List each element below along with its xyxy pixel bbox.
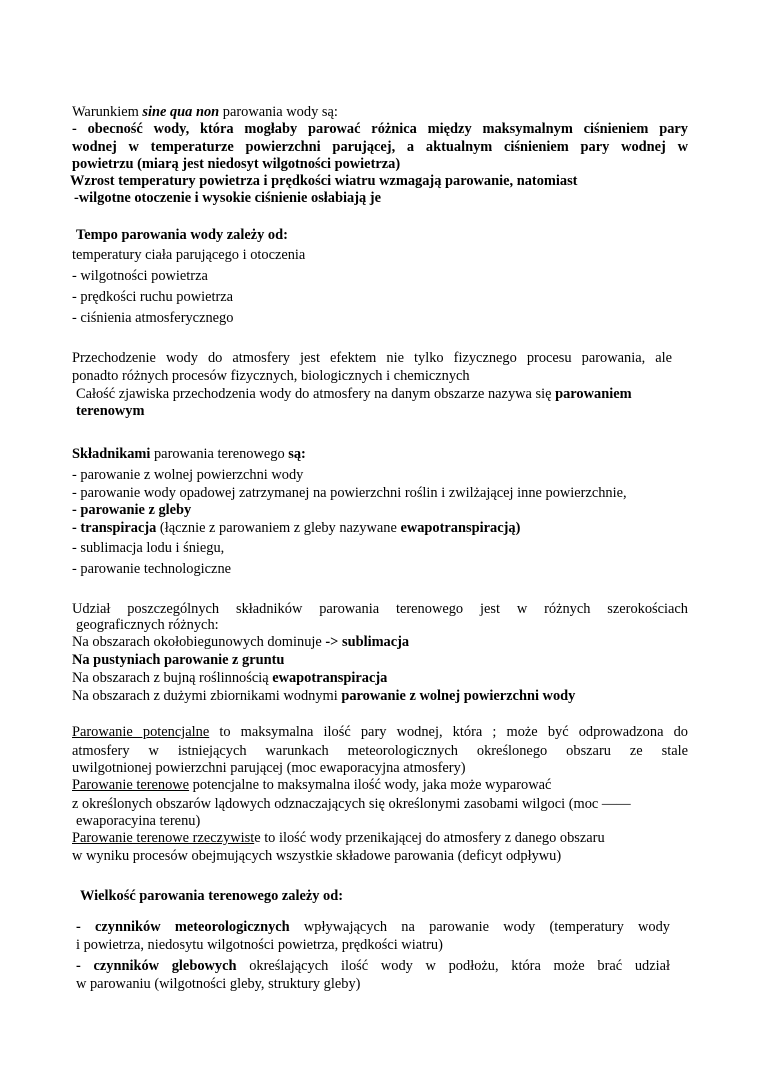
transfer-line-4: terenowym [76,403,145,419]
share-bold: ewapotranspiracja [272,670,388,686]
transfer-text: Całość zjawiska przechodzenia wody do atmosfery na danym obszarze nazywa się [76,386,556,402]
term-terrain-evaporation: Parowanie terenowe [72,777,190,793]
magnitude-factor-2-line-2: w parowaniu (wilgotności gleby, struktury gleby) [76,976,361,992]
component-item: - parowanie wody opadowej zatrzymanej na powierzchni roślin i zwilżającej inne powierzchnie, [72,485,627,501]
term-actual-evaporation: Parowanie terenowe rzeczywist [72,830,255,846]
intro-line-6: -wilgotne otoczenie i wysokie ciśnienie osłabiają je [74,190,381,206]
components-heading-end: są: [288,446,306,462]
share-text: Na obszarach z dużymi zbiornikami wodnymi [72,688,342,704]
definition-potential-line-3: uwilgotnionej powierzchni parującej (moc ewaporacyjna atmosfery) [72,760,466,776]
magnitude-factor-1-line-2: i powietrza, niedosytu wilgotności powietrza, prędkości wiatru) [76,937,443,953]
magnitude-factor-1-line-1 [76,919,670,937]
share-line-6 [72,688,575,706]
factor-dash: - [76,919,96,935]
magnitude-heading: Wielkość parowania terenowego zależy od: [80,888,344,904]
intro-line-5: Wzrost temperatury powietrza i prędkości wiatru wzmagają parowanie, natomiast [70,173,578,189]
share-line-2: geograficznych różnych: [76,617,219,633]
tempo-item: - wilgotności powietrza [72,268,208,284]
share-bold: -> sublimacja [325,634,410,650]
transfer-line-2: ponadto różnych procesów fizycznych, biologicznych i chemicznych [72,368,470,384]
intro-line-3: wodnej w temperaturze powierzchni parującej, a aktualnym ciśnieniem pary wodnej w [72,139,688,155]
intro-text: Warunkiem [72,104,143,120]
tempo-heading: Tempo parowania wody zależy od: [76,227,288,243]
factor-dash: - [76,958,94,974]
component-text: (łącznie z parowaniem z gleby nazywane [156,520,401,536]
definition-actual-line-2: w wyniku procesów obejmujących wszystkie składowe parowania (deficyt odpływu) [72,848,562,864]
term-soil-factors: czynników glebowych [93,958,237,974]
component-item [72,520,520,538]
components-heading [72,446,306,464]
component-item: - parowanie z wolnej powierzchni wody [72,467,304,483]
share-line-3 [72,634,409,652]
component-item: - parowanie z gleby [72,502,192,518]
definition-actual-line-1 [72,830,605,848]
definition-potential-line-1 [72,724,688,742]
intro-line-2: - obecność wody, która mogłaby parować różnica między maksymalnym ciśnieniem pary [72,121,688,137]
share-text: Na obszarach z bujną roślinnością [72,670,273,686]
components-heading-term: Składnikami [72,446,151,462]
components-heading-text: parowania terenowego [150,446,289,462]
share-line-5 [72,670,387,688]
definition-text: to maksymalna ilość pary wodnej, która ; może być odprowadzona do [209,724,688,740]
component-item: - sublimacja lodu i śniegu, [72,540,225,556]
share-line-1: Udział poszczególnych składników parowania terenowego jest w różnych szerokościach [72,601,688,617]
term-meteorological-factors: czynników meteorologicznych [95,919,290,935]
intro-line-4: powietrzu (miarą jest niedosyt wilgotności powietrza) [72,156,401,172]
tempo-item: - prędkości ruchu powietrza [72,289,234,305]
transfer-line-3 [76,386,632,404]
tempo-item: - ciśnienia atmosferycznego [72,310,234,326]
definition-terrain-line-1 [72,777,551,795]
term-evapotranspiration: ewapotranspiracją) [400,520,521,536]
term-potential-evaporation: Parowanie potencjalne [72,724,210,740]
transfer-line-1: Przechodzenie wody do atmosfery jest efektem nie tylko fizycznego procesu parowania, ale [72,350,672,366]
definition-potential-line-2: atmosfery w istniejących warunkach meteorologicznych określonego obszaru ze stale [72,743,688,759]
share-bold: parowanie z wolnej powierzchni wody [341,688,576,704]
term-terrain-evaporation: parowaniem [555,386,632,402]
factor-text: określających ilość wody w podłożu, która może brać udział [236,958,670,974]
share-text: Na obszarach okołobiegunowych dominuje [72,634,326,650]
tempo-item: temperatury ciała parującego i otoczenia [72,247,306,263]
term-transpiration: transpiracja [80,520,157,536]
intro-latin-term: sine qua non [142,104,220,120]
definition-terrain-line-2: z określonych obszarów lądowych odznaczających się określonymi zasobami wilgoci (moc —— [72,796,631,812]
definition-terrain-line-3: ewaporacyina terenu) [76,813,201,829]
definition-text: potencjalne to maksymalna ilość wody, jaka może wyparować [189,777,552,793]
share-line-4: Na pustyniach parowanie z gruntu [72,652,285,668]
component-item: - parowanie technologiczne [72,561,232,577]
component-dash: - [72,520,81,536]
intro-text: parowania wody są: [219,104,338,120]
intro-line-1 [72,104,338,122]
factor-text: wpływających na parowanie wody (temperatury wody [289,919,670,935]
magnitude-factor-2-line-1 [76,958,670,976]
definition-text: e to ilość wody przenikającej do atmosfery z danego obszaru [254,830,605,846]
